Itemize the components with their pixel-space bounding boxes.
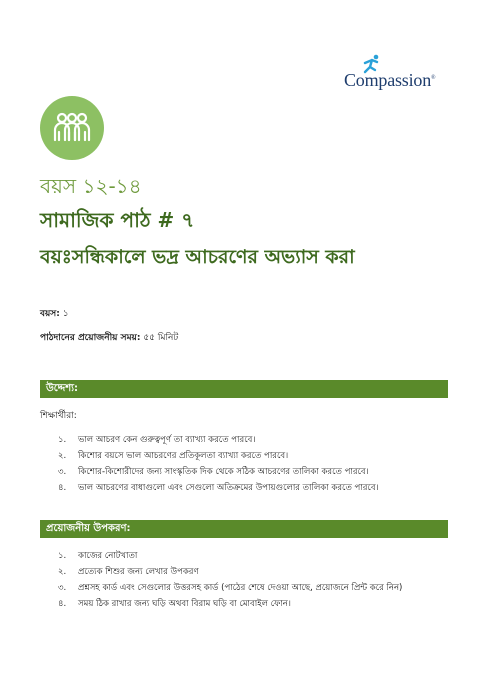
list-item: ১. কাজের নোটখাতা	[58, 551, 138, 561]
time-info	[40, 330, 178, 345]
list-item: ১. ভাল আচরণ কেন গুরুত্বপূর্ণ তা ব্যাখ্যা করতে পারবে।	[58, 435, 256, 445]
session-value: ১	[62, 309, 69, 319]
objectives-intro: শিক্ষার্থীরা:	[40, 411, 77, 421]
list-item: ৩. কিশোর-কিশোরীদের জন্য সাংস্কৃতিক দিক থেকে সঠিক আচরণের তালিকা করতে পারবে।	[58, 467, 369, 477]
materials-heading: প্রয়োজনীয় উপকরণ:	[40, 520, 448, 538]
objectives-list	[58, 432, 379, 496]
list-item: ২. প্রত্যেক শিশুর জন্য লেখার উপকরণ	[58, 567, 199, 577]
materials-list	[58, 548, 402, 612]
time-label: পাঠদানের প্রয়োজনীয় সময়:	[40, 333, 141, 343]
page-title: বয়ঃসন্ধিকালে ভদ্র আচরণের অভ্যাস করা	[40, 246, 355, 268]
people-group-icon	[40, 96, 104, 160]
lesson-number: সামাজিক পাঠ # ৭	[40, 208, 195, 232]
objectives-heading: উদ্দেশ্য:	[40, 380, 448, 398]
age-range: বয়স ১২-১৪	[40, 174, 142, 198]
session-info	[40, 306, 69, 321]
list-item: ৪. ভাল আচরণের বাধাগুলো এবং সেগুলো অতিক্রমের উপায়গুলোর তালিকা করতে পারবে।	[58, 483, 379, 493]
list-item: ৩. প্রশ্নসহ কার্ড এবং সেগুলোর উত্তরসহ কার্ড (পাঠের শেষে দেওয়া আছে, প্রয়োজনে প্রিন্ট করে নিন)	[58, 583, 403, 593]
compassion-logo	[344, 60, 448, 94]
list-item: ৪. সময় ঠিক রাখার জন্য ঘড়ি অথবা বিরাম ঘড়ি বা মোবাইল ফোন।	[58, 599, 291, 609]
list-item: ২. কিশোর বয়সে ভাল আচরণের প্রতিকূলতা ব্যাখ্যা করতে পারবে।	[58, 451, 289, 461]
time-value: ৫৫ মিনিট	[143, 333, 179, 343]
logo-wordmark: Compassion®	[344, 70, 436, 90]
session-label: বয়স:	[40, 309, 60, 319]
